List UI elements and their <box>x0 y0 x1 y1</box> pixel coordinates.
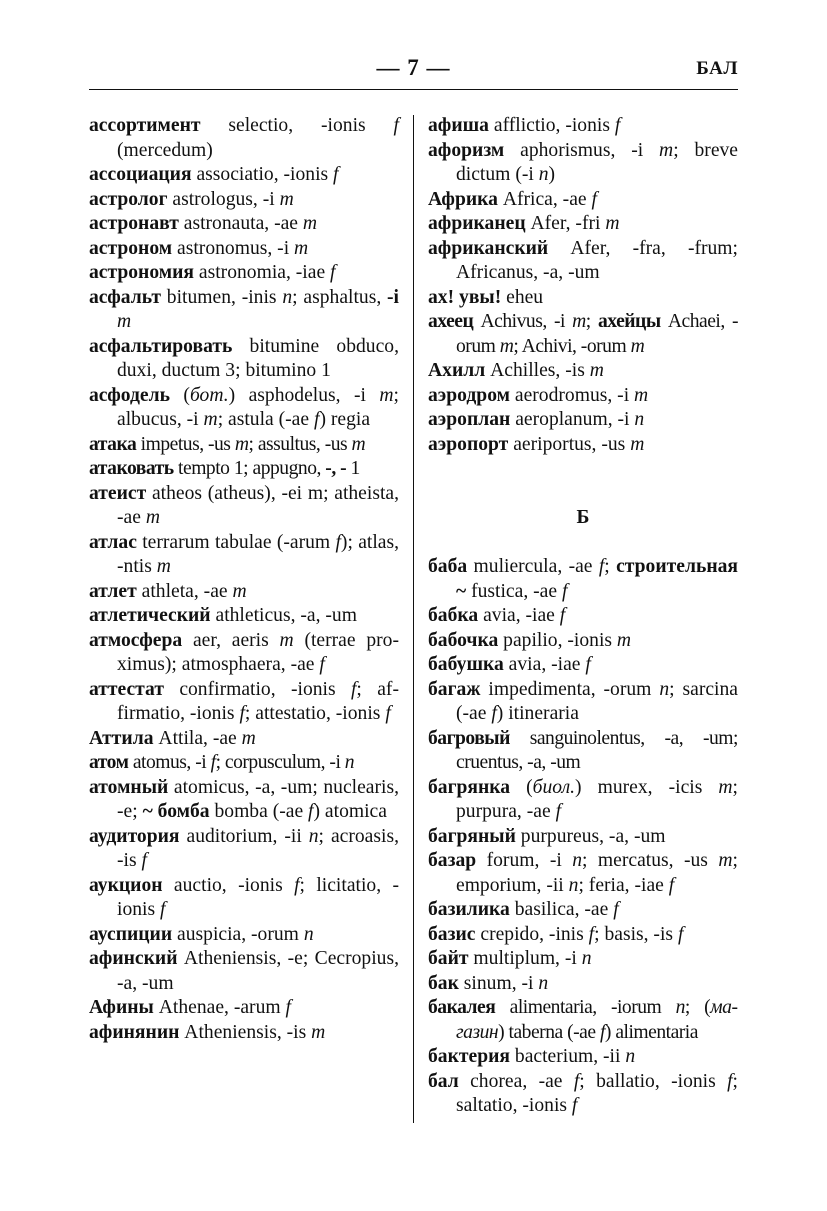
definition-text: auspicia, -orum <box>172 923 304 945</box>
dictionary-entry <box>89 727 399 752</box>
definition-text: ( <box>170 384 190 406</box>
definition-text: auctio, -ionis <box>162 874 295 896</box>
bold-phrase: -i <box>387 286 399 308</box>
definition-text: ) itineraria <box>496 703 579 724</box>
italic-label: f <box>599 1021 605 1043</box>
definition-text: ; basis, -is <box>594 923 678 945</box>
dictionary-entry <box>428 212 738 237</box>
italic-label: биол. <box>532 776 576 798</box>
definition-text: ; breve dictum (-i <box>456 139 739 185</box>
definition-text: athleta, -ae <box>136 580 233 602</box>
headword: бак <box>428 972 459 994</box>
italic-label: m <box>279 188 294 210</box>
dictionary-entry <box>89 825 399 874</box>
section-letter: Б <box>576 507 590 528</box>
definition-text: Athenae, -arum <box>153 997 286 1018</box>
headword: атаковать <box>89 458 174 479</box>
definition-text: ; attestatio, -ionis <box>244 703 386 724</box>
left-column <box>89 114 399 1045</box>
definition-text: ; ballatio, -ionis <box>579 1070 728 1092</box>
dictionary-entry <box>428 408 738 433</box>
dictionary-entry <box>89 923 399 948</box>
dictionary-entry <box>89 114 399 163</box>
italic-label: f <box>573 1070 580 1092</box>
definition-text: ; sarcina (-ae <box>456 678 738 724</box>
definition-text: ) <box>548 164 556 185</box>
headword: асфальт <box>89 286 161 308</box>
definition-text: atomus, -i <box>128 752 211 773</box>
definition-text: Afer, -fra, -frum; Africanus, -a, -um <box>456 237 738 283</box>
italic-label: магазин <box>456 997 738 1043</box>
italic-label: n <box>572 850 583 871</box>
italic-label: f <box>591 188 597 210</box>
italic-label: n <box>675 997 685 1018</box>
headword: атмосфера <box>89 629 183 651</box>
headword: астролог <box>89 188 168 210</box>
italic-label: f <box>614 115 621 136</box>
italic-label: f <box>285 997 291 1018</box>
italic-label: f <box>335 531 341 553</box>
italic-label: f <box>588 923 595 945</box>
headword: базар <box>428 850 477 871</box>
headword: афинянин <box>89 1021 180 1043</box>
headword: африканский <box>428 237 549 259</box>
definition-text: aer, aeris <box>182 629 280 651</box>
italic-label: m <box>203 409 218 430</box>
dictionary-entry <box>89 188 399 213</box>
definition-text: ; purpura, -ae <box>456 776 738 822</box>
definition-text: sanguinolentus, -a, -um; cruentus, -a, -um <box>456 727 738 773</box>
headword: багряный <box>428 825 516 847</box>
definition-text: astronomia, -iae <box>194 262 331 283</box>
definition-text: ; Achivi, -orum <box>513 335 631 357</box>
headword: базилика <box>428 899 510 920</box>
headword: асфальтировать <box>89 335 233 357</box>
definition-text: ; affirmatio, -ionis <box>117 678 399 724</box>
definition-text: terrarum tabulae (-arum <box>136 531 336 553</box>
dictionary-entry <box>428 114 738 139</box>
definition-text: afflictio, -ionis <box>488 115 615 136</box>
dictionary-entry <box>428 310 738 359</box>
definition-text: confirmatio, -ionis <box>163 678 351 700</box>
italic-label: n <box>308 825 319 847</box>
definition-text: astronauta, -ae <box>178 213 303 234</box>
italic-label: m <box>279 629 294 651</box>
dictionary-entry <box>89 531 399 580</box>
headword: атлетический <box>89 605 211 626</box>
headword: Африка <box>428 188 498 210</box>
headword: бабка <box>428 605 479 626</box>
headword: базис <box>428 923 476 945</box>
dictionary-entry <box>428 384 738 409</box>
italic-label: m <box>572 311 586 332</box>
definition-text: athleticus, -a, -um <box>210 605 357 626</box>
dictionary-entry <box>428 1070 738 1119</box>
italic-label: m <box>232 580 247 602</box>
dictionary-entry <box>89 286 399 335</box>
headword: багровый <box>428 727 510 749</box>
definition-text: atomicus, -a, -um; nuclearis, -e; <box>117 776 399 822</box>
italic-label: n <box>659 678 670 700</box>
definition-text: Atheniensis, -e; Cecropius, -a, -um <box>117 948 399 994</box>
header-rule <box>89 89 738 90</box>
definition-text: chorea, -ae <box>458 1070 574 1092</box>
headword: аэродром <box>428 384 510 406</box>
headword: астроном <box>89 237 173 259</box>
headword: атака <box>89 433 137 455</box>
headword: афинский <box>89 948 178 969</box>
italic-label: m <box>630 335 645 357</box>
b-entries <box>428 555 738 1119</box>
italic-label: f <box>555 801 562 822</box>
definition-text: ) atomica <box>313 801 387 822</box>
definition-text: Atheniensis, -is <box>179 1021 312 1043</box>
italic-label: m <box>234 433 249 455</box>
italic-label: n <box>634 409 645 430</box>
headword: астрономия <box>89 262 195 283</box>
dictionary-entry <box>89 237 399 262</box>
italic-label: m <box>718 850 733 871</box>
bold-phrase: ахейцы <box>597 311 661 332</box>
dictionary-entry <box>89 482 399 531</box>
headword: бакалея <box>428 997 496 1018</box>
definition-text: basilica, -ae <box>509 899 614 920</box>
dictionary-entry <box>428 139 738 188</box>
italic-label: m <box>351 433 366 455</box>
dictionary-entry <box>89 433 399 458</box>
definition-text: atheos (atheus), -ei m; atheista, -ae <box>117 482 399 528</box>
italic-label: m <box>156 556 171 577</box>
definition-text: astrologus, -i <box>167 188 280 210</box>
italic-label: f <box>350 678 357 700</box>
italic-label: m <box>718 776 733 798</box>
italic-label: n <box>568 874 579 896</box>
definition-text: ; mercatus, -us <box>582 850 719 871</box>
dictionary-entry <box>89 629 399 678</box>
dictionary-entry <box>89 384 399 433</box>
definition-text: bitumine obduco, duxi, ductum 3; bitumino 1 <box>117 335 399 381</box>
italic-label: m <box>145 507 160 528</box>
italic-label: f <box>559 605 566 626</box>
dictionary-entry <box>428 849 738 898</box>
italic-label: f <box>308 801 314 822</box>
headword: атлет <box>89 580 137 602</box>
dictionary-entry <box>428 727 738 776</box>
definition-text: ( <box>510 776 533 798</box>
dictionary-entry <box>428 629 738 654</box>
definition-text: ; assultus, -us <box>248 433 352 455</box>
definition-text: ) regia <box>319 409 371 430</box>
headword: баба <box>428 556 468 577</box>
headword: аттестат <box>89 678 164 700</box>
dictionary-entry <box>89 457 399 482</box>
definition-text: 1 <box>346 458 360 479</box>
definition-text: forum, -i <box>476 850 573 871</box>
dictionary-entry <box>428 972 738 997</box>
definition-text: muliercula, -ae <box>467 556 599 577</box>
definition-text: ; <box>604 556 617 577</box>
dictionary-entry <box>428 825 738 850</box>
italic-label: m <box>311 1021 326 1043</box>
headword: бал <box>428 1070 459 1092</box>
headword: ахеец <box>428 311 474 332</box>
dictionary-entry <box>89 996 399 1021</box>
italic-label: f <box>333 164 339 185</box>
headword: аудитория <box>89 825 180 847</box>
italic-label: m <box>630 433 645 455</box>
definition-text: eheu <box>501 286 544 308</box>
definition-text: crepido, -inis <box>475 923 589 945</box>
definition-text: multiplum, -i <box>468 948 582 969</box>
dictionary-entry <box>89 335 399 384</box>
definition-text: auditorium, -ii <box>179 825 309 847</box>
dictionary-entry <box>428 1045 738 1070</box>
dictionary-entry <box>428 555 738 604</box>
definition-text: bomba (-ae <box>209 801 309 822</box>
definition-text: purpureus, -a, -um <box>515 825 666 847</box>
definition-text: ; astula (-ae <box>217 409 314 430</box>
definition-text: associatio, -ionis <box>191 164 334 185</box>
italic-label: f <box>319 654 325 675</box>
definition-text: ; albucus, -i <box>117 384 399 430</box>
headword: асфодель <box>89 384 170 406</box>
definition-text: bitumen, -inis <box>161 286 283 308</box>
definition-text: fustica, -ae <box>466 580 562 602</box>
italic-label: f <box>727 1070 733 1092</box>
italic-label: n <box>303 923 314 945</box>
dictionary-entry <box>89 212 399 237</box>
page-number: — 7 — <box>376 55 451 80</box>
headword: атом <box>89 752 129 773</box>
dictionary-entry <box>89 874 399 923</box>
headword: атлас <box>89 531 137 553</box>
italic-label: f <box>571 1095 578 1116</box>
italic-label: m <box>605 213 620 234</box>
italic-label: m <box>241 727 256 749</box>
italic-label: f <box>313 409 320 430</box>
headword: ауспиции <box>89 923 173 945</box>
definition-text: ; licitatio, -ionis <box>117 874 399 920</box>
definition-text: sinum, -i <box>458 972 539 994</box>
italic-label: f <box>160 899 166 920</box>
definition-text: ; emporium, -ii <box>456 850 738 896</box>
italic-label: m <box>634 384 649 406</box>
right-column <box>428 114 738 1119</box>
definition-text: ) taberna (-ae <box>498 1021 600 1043</box>
headword: бактерия <box>428 1046 510 1067</box>
italic-label: f <box>210 752 216 773</box>
bold-phrase: ~ бомба <box>142 801 210 822</box>
definition-text: selectio, -ionis <box>200 115 394 136</box>
dictionary-entry <box>89 751 399 776</box>
headword: атомный <box>89 776 169 798</box>
headword: ассортимент <box>89 115 201 136</box>
definition-text: ; corpusculum, -i <box>215 752 345 773</box>
italic-label: f <box>385 703 391 724</box>
definition-text: (terrae proximus); atmosphaera, -ae <box>117 629 399 675</box>
italic-label: m <box>616 629 632 651</box>
dictionary-entry <box>428 359 738 384</box>
dictionary-entry <box>428 653 738 678</box>
definition-text: impetus, -us <box>136 433 235 455</box>
dictionary-entry <box>428 996 738 1045</box>
definition-text: avia, -iae <box>478 605 560 626</box>
italic-label: бот. <box>189 384 229 406</box>
headword: бабочка <box>428 629 499 651</box>
running-head: БАЛ <box>696 58 738 79</box>
italic-label: f <box>330 262 336 283</box>
italic-label: m <box>589 360 604 381</box>
headword: Аттила <box>89 727 154 749</box>
dictionary-entry <box>428 237 738 286</box>
italic-label: n <box>282 286 293 308</box>
headword: афиша <box>428 115 489 136</box>
headword: астронавт <box>89 213 179 234</box>
italic-label: m <box>659 139 674 161</box>
definition-text: Achivus, -i <box>473 311 573 332</box>
dictionary-entry <box>428 604 738 629</box>
dictionary-entry <box>428 433 738 458</box>
definition-text: Africa, -ae <box>497 188 592 210</box>
italic-label: n <box>581 948 592 969</box>
definition-text: ; acroasis, -is <box>117 825 399 871</box>
italic-label: f <box>141 850 147 871</box>
definition-text: ) murex, -icis <box>575 776 719 798</box>
italic-label: n <box>625 1046 636 1067</box>
dictionary-entry <box>89 678 399 727</box>
definition-text: bacterium, -ii <box>510 1046 626 1067</box>
definition-text: ) alimentaria <box>604 1021 698 1043</box>
dictionary-entry <box>89 1021 399 1046</box>
column-divider <box>413 115 414 1123</box>
italic-label: m <box>117 311 132 332</box>
dictionary-entry <box>428 776 738 825</box>
headword: байт <box>428 948 469 969</box>
headword: ассоциация <box>89 164 192 185</box>
italic-label: f <box>491 703 497 724</box>
dictionary-entry <box>428 286 738 311</box>
headword: аэропорт <box>428 433 509 455</box>
bold-phrase: -, - <box>325 458 347 479</box>
dictionary-entry <box>89 776 399 825</box>
definition-text: aeriportus, -us <box>508 433 631 455</box>
definition-text: ; ( <box>684 997 711 1018</box>
definition-text: impedimenta, -orum <box>480 678 660 700</box>
dictionary-entry <box>428 923 738 948</box>
italic-label: n <box>538 164 549 185</box>
definition-text: ; feria, -iae <box>578 874 669 896</box>
definition-text: avia, -iae <box>503 654 586 675</box>
headword: атеист <box>89 482 147 504</box>
headword: багаж <box>428 678 481 700</box>
definition-text: (mercedum) <box>117 139 213 161</box>
definition-text: Attila, -ae <box>153 727 242 749</box>
definition-text: aeroplanum, -i <box>510 409 635 430</box>
definition-text: ); atlas, -ntis <box>117 531 399 577</box>
italic-label: m <box>294 237 309 259</box>
dictionary-entry <box>89 604 399 629</box>
dictionary-entry <box>89 580 399 605</box>
definition-text: aphorismus, -i <box>504 139 660 161</box>
definition-text: ; asphaltus, <box>292 286 388 308</box>
headword: ах! увы! <box>428 286 502 308</box>
definition-text: ; saltatio, -ionis <box>456 1070 738 1116</box>
italic-label: f <box>668 874 675 896</box>
italic-label: m <box>302 213 318 234</box>
dictionary-entry <box>428 947 738 972</box>
italic-label: m <box>379 384 394 406</box>
dictionary-entry <box>89 261 399 286</box>
definition-text: ; <box>585 311 598 332</box>
definition-text: Achaei, -orum <box>456 311 739 357</box>
headword: аукцион <box>89 874 163 896</box>
headword: аэроплан <box>428 409 511 430</box>
headword: бабушка <box>428 654 504 675</box>
dictionary-entry <box>428 188 738 213</box>
italic-label: f <box>239 703 245 724</box>
definition-text: tempto 1; appugno, <box>173 458 326 479</box>
italic-label: m <box>499 335 514 357</box>
dictionary-entry <box>428 678 738 727</box>
italic-label: f <box>613 899 619 920</box>
headword: Афины <box>89 997 154 1018</box>
italic-label: f <box>677 923 684 945</box>
definition-text: astronomus, -i <box>172 237 295 259</box>
definition-text: alimentaria, -iorum <box>495 997 676 1018</box>
italic-label: f <box>598 556 605 577</box>
italic-label: f <box>561 580 568 602</box>
italic-label: f <box>393 115 399 136</box>
definition-text: ) asphodelus, -i <box>228 384 380 406</box>
bold-phrase: строительная ~ <box>456 556 738 602</box>
a-entries <box>428 114 738 457</box>
headword: Ахилл <box>428 360 486 381</box>
definition-text: Achilles, -is <box>485 360 590 381</box>
definition-text: aerodromus, -i <box>509 384 635 406</box>
italic-label: n <box>538 972 549 994</box>
headword: африканец <box>428 213 526 234</box>
definition-text: papilio, -ionis <box>498 629 617 651</box>
headword: багрянка <box>428 776 511 798</box>
dictionary-entry <box>428 898 738 923</box>
italic-label: f <box>585 654 591 675</box>
dictionary-entry <box>89 163 399 188</box>
headword: афоризм <box>428 139 505 161</box>
dictionary-entry <box>89 947 399 996</box>
definition-text: Afer, -fri <box>525 213 606 234</box>
italic-label: f <box>294 874 300 896</box>
italic-label: n <box>344 752 355 773</box>
